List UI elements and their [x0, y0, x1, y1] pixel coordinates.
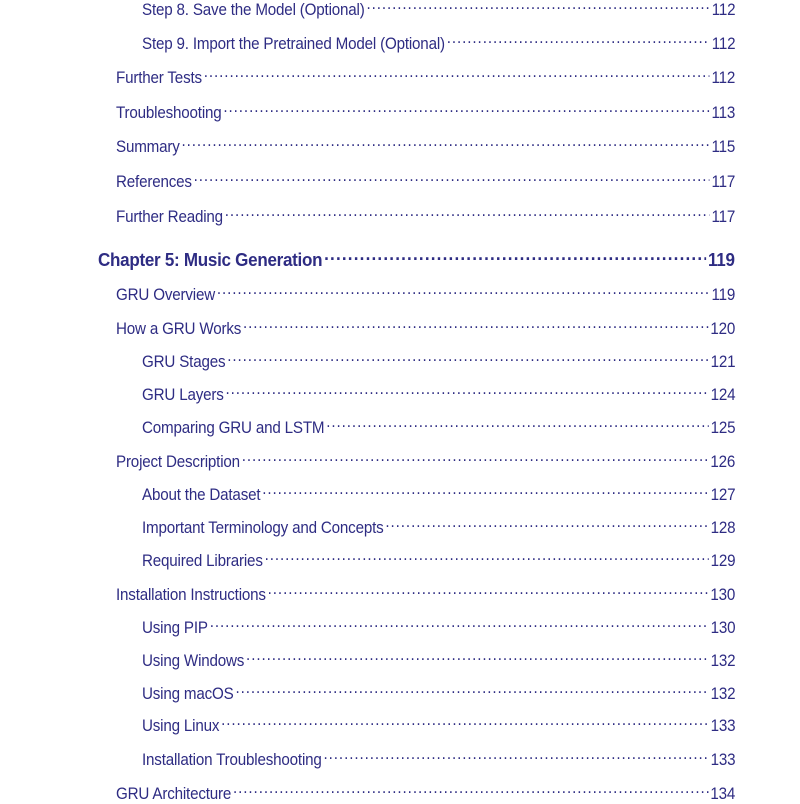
dot-leader [265, 549, 709, 566]
toc-entry-title: Step 9. Import the Pretrained Model (Optional) [142, 34, 445, 53]
toc-entry-title: Using Windows [142, 651, 245, 670]
dot-leader [226, 383, 709, 400]
toc-entry-page: 134 [710, 784, 736, 803]
toc-entry[interactable] [142, 649, 735, 671]
dot-leader [242, 450, 709, 467]
toc-entry[interactable] [142, 32, 735, 54]
toc-entry[interactable] [142, 682, 735, 704]
dot-leader [246, 649, 709, 666]
toc-entry-title: Summary [116, 137, 180, 156]
dot-leader [447, 32, 710, 49]
toc-entry-title: GRU Overview [116, 285, 216, 304]
dot-leader [221, 714, 709, 731]
dot-leader [225, 205, 710, 222]
toc-entry-page: 133 [710, 716, 736, 735]
toc-entry[interactable] [142, 383, 735, 405]
toc-entry-page: 125 [710, 418, 736, 437]
toc-entry-title: Using PIP [142, 618, 208, 637]
toc-entry-title: Installation Instructions [116, 585, 266, 604]
toc-entry-title: Required Libraries [142, 551, 263, 570]
dot-leader [262, 483, 709, 500]
toc-entry-page: 130 [710, 585, 736, 604]
dot-leader [182, 135, 710, 152]
toc-entry-title: References [116, 172, 192, 191]
toc-entry-title: Chapter 5: Music Generation [98, 248, 323, 270]
dot-leader [268, 583, 709, 600]
dot-leader [233, 782, 709, 799]
toc-entry-title: Further Reading [116, 207, 223, 226]
toc-entry-page: 119 [708, 248, 735, 270]
toc-entry-page: 120 [710, 319, 736, 338]
toc-entry[interactable] [116, 66, 735, 88]
toc-entry-page: 115 [711, 137, 736, 156]
toc-entry[interactable] [142, 350, 735, 372]
toc-entry[interactable] [116, 135, 735, 157]
toc-entry-page: 133 [710, 750, 736, 769]
toc-entry[interactable] [142, 616, 735, 638]
toc-entry-page: 112 [711, 68, 736, 87]
toc-entry-page: 113 [711, 103, 736, 122]
toc-entry-page: 132 [710, 684, 736, 703]
toc-entry[interactable] [116, 583, 735, 605]
toc-entry-title: How a GRU Works [116, 319, 242, 338]
dot-leader [324, 748, 709, 765]
toc-entry-page: 127 [710, 485, 736, 504]
toc-entry[interactable] [116, 450, 735, 472]
toc-entry-page: 124 [710, 385, 736, 404]
toc-entry-page: 132 [710, 651, 736, 670]
toc-entry-page: 121 [710, 352, 736, 371]
toc-entry[interactable] [116, 170, 735, 192]
dot-leader [235, 682, 708, 699]
toc-entry[interactable] [116, 205, 735, 227]
toc-entry-title: Comparing GRU and LSTM [142, 418, 325, 437]
toc-entry-title: Project Description [116, 452, 240, 471]
dot-leader [366, 0, 709, 15]
toc-entry-page: 130 [710, 618, 736, 637]
toc-entry[interactable] [116, 101, 735, 123]
toc-entry-page: 119 [711, 285, 736, 304]
toc-entry-title: Using macOS [142, 684, 234, 703]
dot-leader [210, 616, 709, 633]
toc-entry[interactable] [116, 283, 735, 305]
dot-leader [194, 170, 710, 187]
dot-leader [217, 283, 710, 300]
dot-leader [204, 66, 710, 83]
toc-entry-page: 128 [710, 518, 736, 537]
toc-entry[interactable] [142, 748, 735, 770]
toc-entry-title: GRU Stages [142, 352, 226, 371]
toc-entry-title: Installation Troubleshooting [142, 750, 322, 769]
dot-leader [326, 416, 709, 433]
dot-leader [385, 516, 708, 533]
toc-entry-title: Important Terminology and Concepts [142, 518, 384, 537]
toc-entry[interactable] [142, 0, 735, 20]
toc-entry[interactable] [142, 483, 735, 505]
dot-leader [243, 317, 709, 334]
toc-entry[interactable] [142, 416, 735, 438]
dot-leader [227, 350, 709, 367]
toc-entry-page: 117 [711, 207, 736, 226]
dot-leader [324, 247, 706, 266]
toc-entry-title: Further Tests [116, 68, 202, 87]
toc-entry-page: 112 [711, 0, 736, 19]
toc-entry[interactable] [116, 317, 735, 339]
toc-entry-page: 112 [711, 34, 736, 53]
toc-entry-page: 117 [711, 172, 736, 191]
toc-entry-title: Step 8. Save the Model (Optional) [142, 0, 365, 19]
toc-entry-title: Using Linux [142, 716, 220, 735]
toc-chapter-heading[interactable] [98, 247, 735, 271]
toc-entry-title: GRU Layers [142, 385, 224, 404]
toc-entry-title: GRU Architecture [116, 784, 232, 803]
toc-entry-page: 126 [710, 452, 736, 471]
toc-entry[interactable] [116, 782, 735, 804]
toc-entry-page: 129 [710, 551, 736, 570]
toc-entry[interactable] [142, 714, 735, 736]
toc-entry-title: Troubleshooting [116, 103, 222, 122]
dot-leader [223, 101, 709, 118]
toc-entry[interactable] [142, 516, 735, 538]
toc-entry[interactable] [142, 549, 735, 571]
toc-entry-title: About the Dataset [142, 485, 261, 504]
